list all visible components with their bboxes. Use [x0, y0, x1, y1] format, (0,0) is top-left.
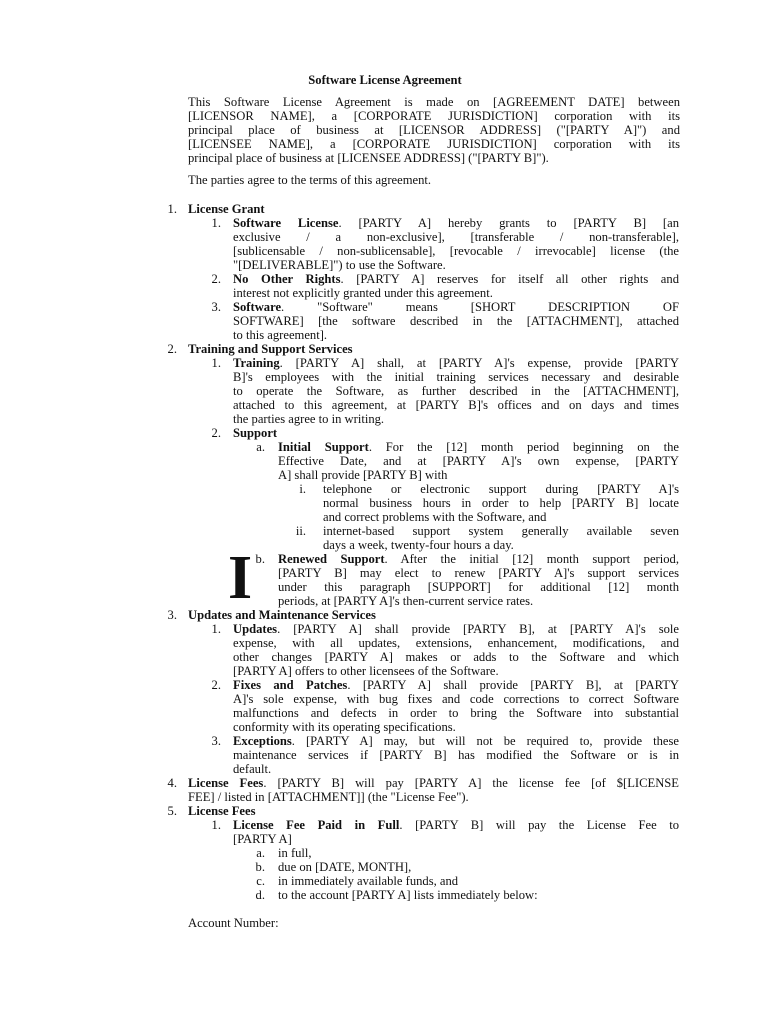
item-text: . "Software" means [SHORT DESCRIPTION OF [281, 300, 679, 314]
subitem-text: . For the [12] month period beginning on the [368, 440, 680, 454]
item-number: 1. [211, 818, 221, 832]
item-term: Software License [233, 216, 339, 230]
item-line: SOFTWARE] [the software described in the [ATTACHMENT], attached [233, 314, 679, 328]
item-line: interest not explicitly granted under this agreement. [233, 286, 493, 300]
subitem-text: in full, [278, 846, 312, 860]
item-term: License Fee Paid in Full [233, 818, 400, 832]
intro-line: principal place of business at [LICENSEE ADDRESS] ("[PARTY B]"). [188, 151, 549, 165]
section-term: License Fees [188, 776, 264, 790]
item-number: 1. [211, 356, 221, 370]
item-number: 2. [211, 272, 221, 286]
subitem-term: Initial Support [278, 440, 369, 454]
item-term: Updates [233, 622, 278, 636]
item-line [233, 272, 679, 286]
section-heading: Training and Support Services [188, 342, 353, 356]
item-line: A]'s sole expense, with bug fixes and code corrections to correct Software [233, 692, 679, 706]
item-line [233, 300, 679, 314]
subitem-text: due on [DATE, MONTH], [278, 860, 412, 874]
item-line [233, 216, 679, 230]
item-line [233, 622, 679, 636]
item-term: Training [233, 356, 280, 370]
intro-line: [LICENSEE NAME], a [CORPORATE JURISDICTION] corporation with its [188, 137, 680, 151]
item-line: expense, with all updates, extensions, enhancement, modifications, and [233, 636, 679, 650]
item-text: . [PARTY B] will pay the License Fee to [399, 818, 680, 832]
intro-line: This Software License Agreement is made on [AGREEMENT DATE] between [188, 95, 680, 109]
item-text: . [PARTY A] shall provide [PARTY B], at [PARTY [347, 678, 679, 692]
item-number: 3. [211, 734, 221, 748]
subitem-letter: a. [256, 440, 265, 454]
item-text: . [PARTY A] hereby grants to [PARTY B] [an [338, 216, 679, 230]
subitem-line: Effective Date, and at [PARTY A]'s own expense, [PARTY [278, 454, 679, 468]
subitem-letter: a. [256, 846, 265, 860]
intro-line: principal place of business at [LICENSOR ADDRESS] ("[PARTY A]") and [188, 123, 680, 137]
section-heading: License Fees [188, 804, 256, 818]
roman-line: and correct problems with the Software, and [323, 510, 547, 524]
item-term: No Other Rights [233, 272, 341, 286]
item-text: . [PARTY A] reserves for itself all other rights and [340, 272, 679, 286]
subitem-term: Renewed Support [278, 552, 385, 566]
subitem-text: to the account [PARTY A] lists immediately below: [278, 888, 538, 902]
section-number: 5. [167, 804, 177, 818]
account-number-label: Account Number: [188, 916, 279, 930]
item-line: the parties agree to in writing. [233, 412, 385, 426]
section-line [188, 776, 679, 790]
section-line: FEE] / listed in [ATTACHMENT]] (the "License Fee"). [188, 790, 469, 804]
item-number: 1. [211, 216, 221, 230]
item-line: attached to this agreement, at [PARTY B]'s offices and on days and times [233, 398, 679, 412]
item-line: [PARTY A] offers to other licensees of the Software. [233, 664, 499, 678]
section-text: . [PARTY B] will pay [PARTY A] the license fee [of $[LICENSE [263, 776, 679, 790]
subitem-letter: c. [256, 874, 265, 888]
roman-line: internet-based support system generally available seven [323, 524, 679, 538]
document-title: Software License Agreement [308, 73, 462, 87]
item-line [233, 678, 679, 692]
section-heading: Updates and Maintenance Services [188, 608, 376, 622]
subitem-text: . After the initial [12] month support period, [384, 552, 679, 566]
section-number: 4. [167, 776, 177, 790]
subitem-line [278, 440, 679, 454]
roman-line: telephone or electronic support during [PARTY A]'s [323, 482, 679, 496]
section-heading: License Grant [188, 202, 265, 216]
item-line: conformity with its operating specifications. [233, 720, 456, 734]
item-number: 1. [211, 622, 221, 636]
subitem-line: under this paragraph [SUPPORT] for additional [12] month [278, 580, 679, 594]
subitem-line [278, 552, 679, 566]
item-term: Fixes and Patches [233, 678, 348, 692]
item-line: B]'s employees with the initial training services necessary and desirable [233, 370, 679, 384]
item-text: . [PARTY A] shall provide [PARTY B], at [PARTY A]'s sole [277, 622, 679, 636]
subitem-letter: b. [255, 552, 265, 566]
subitem-letter: b. [255, 860, 265, 874]
item-number: 2. [211, 678, 221, 692]
item-line: default. [233, 762, 272, 776]
item-line: maintenance services if [PARTY B] has modified the Software or is in [233, 748, 679, 762]
intro-line: [LICENSOR NAME], a [CORPORATE JURISDICTION] corporation with its [188, 109, 680, 123]
item-term: Exceptions [233, 734, 292, 748]
item-text: . [PARTY A] shall, at [PARTY A]'s expense, provide [PARTY [279, 356, 679, 370]
item-term: Software [233, 300, 282, 314]
item-line [233, 356, 679, 370]
item-text: . [PARTY A] may, but will not be required to, provide these [291, 734, 679, 748]
item-number: 2. [211, 426, 221, 440]
roman-line: normal business hours in order to help [PARTY B] locate [323, 496, 679, 510]
item-line: malfunctions and defects in order to bring the Software into substantial [233, 706, 679, 720]
item-line [233, 818, 679, 832]
section-number: 2. [167, 342, 177, 356]
roman-line: days a week, twenty-four hours a day. [323, 538, 514, 552]
section-number: 1. [167, 202, 177, 216]
item-line: exclusive / a non-exclusive], [transferable / non-transferable], [233, 230, 679, 244]
item-number: 3. [211, 300, 221, 314]
drop-cap: I [228, 544, 253, 612]
roman-number: ii. [295, 524, 306, 538]
item-line [233, 734, 679, 748]
item-line: "[DELIVERABLE]") to use the Software. [233, 258, 446, 272]
item-line: to this agreement]. [233, 328, 328, 342]
item-line: other changes [PARTY A] makes or adds to the Software and which [233, 650, 679, 664]
parties-statement: The parties agree to the terms of this agreement. [188, 173, 432, 187]
roman-number: i. [299, 482, 306, 496]
subitem-letter: d. [255, 888, 265, 902]
subitem-line: A] shall provide [PARTY B] with [278, 468, 448, 482]
item-line: to operate the Software, as further described in the [ATTACHMENT], [233, 384, 679, 398]
subitem-line: [PARTY B] may elect to renew [PARTY A]'s support services [278, 566, 679, 580]
item-line: [PARTY A] [233, 832, 292, 846]
subitem-text: in immediately available funds, and [278, 874, 459, 888]
item-term: Support [233, 426, 278, 440]
item-line: [sublicensable / non-sublicensable], [revocable / irrevocable] license (the [233, 244, 679, 258]
section-number: 3. [167, 608, 177, 622]
subitem-line: periods, at [PARTY A]'s then-current service rates. [278, 594, 534, 608]
